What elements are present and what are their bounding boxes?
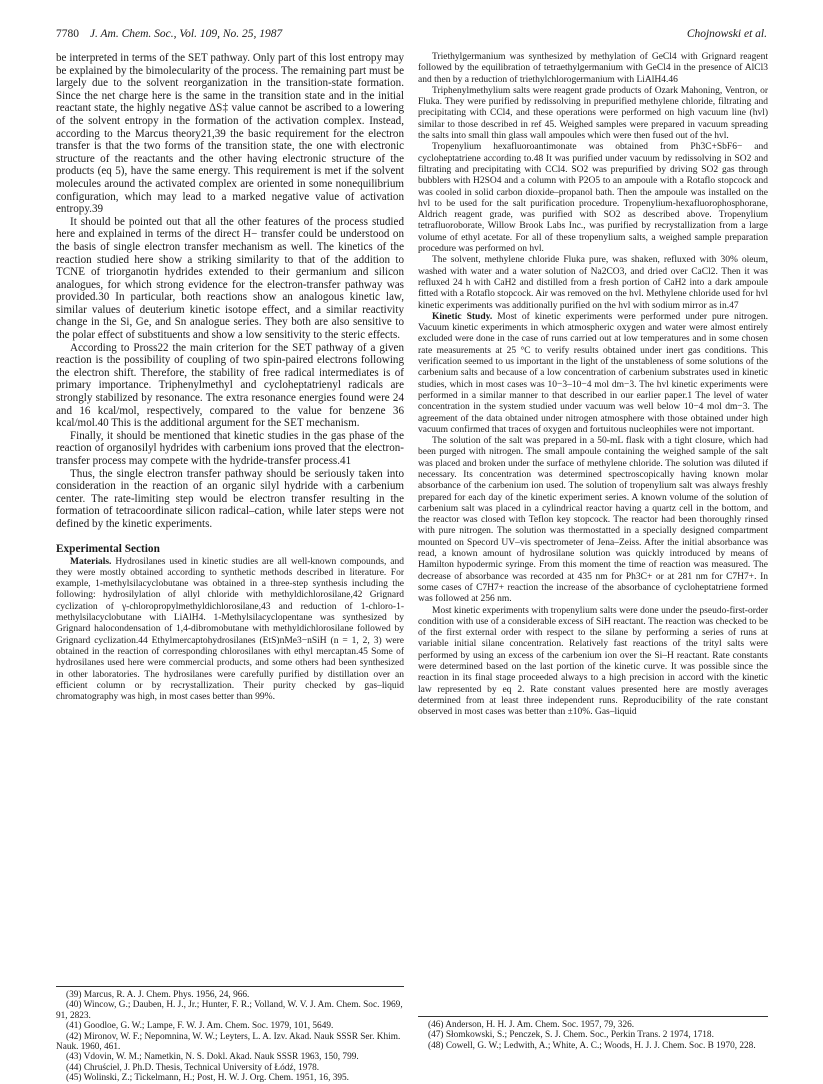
right-column bbox=[418, 52, 768, 719]
left-column bbox=[56, 52, 404, 703]
paragraph: According to Pross22 the main criterion for the SET pathway of a given reaction is the possibility of coupling of two spin-paired electrons following the electron shift. Therefore, the stability of free radical intermediates is of primary importance. Triphenylmethyl and cycloheptatrienyl radicals are strongly stabilized by resonance. The extra resonance energies found were 24 and 16 kcal/mol, respectively, compared to the value for benzene 36 kcal/mol.40 This is the additional argument for the SET mechanism. bbox=[56, 341, 404, 430]
reference: (44) Chruściel, J. Ph.D. Thesis, Technical University of Łódź, 1978. bbox=[66, 1062, 320, 1073]
reference: (45) Wolinski, Z.; Tickelmann, H.; Post, H. W. J. Org. Chem. 1951, 16, 395. bbox=[66, 1073, 349, 1084]
subsection-heading: Materials. bbox=[70, 556, 112, 567]
paragraph: Thus, the single electron transfer pathway should be seriously taken into consideration in the reaction of an organic silyl hydride with a carbenium center. The rate-limiting step would be electron transfer resulting in the formation of tetracoordinate silicon radical–cation, while later steps were not defined by the kinetic experiments. bbox=[56, 467, 404, 530]
footnotes-left bbox=[56, 978, 404, 1084]
paragraph-text: Most of kinetic experiments were performed under pure nitrogen. Vacuum kinetic experiments in which atmospheric oxygen and water were almost entirely excluded were done in the case of runs carried out at low temperatures and in some chosen rate measurements at 25 °C to verify results obtained under inert gas conditions. This verification seemed to us important in the light of the unstableness of some solutions of the carbenium salts and because of a low concentration of carbenium substrates used in kinetic studies, which in most cases was 10−3–10−4 mol dm−3. The hvl kinetic experiments were performed in a similar manner to that described in our earlier paper.1 The level of water concentration in the system studied under vacuum was well below 10−4 mol dm−3. The agreement of the data obtained under nitrogen atmosphere with those obtained under high vacuum confirmed that traces of oxygen and fortuitous nucleophiles were not important. bbox=[418, 311, 768, 435]
paragraph: Triethylgermanium was synthesized by methylation of GeCl4 with Grignard reagent followed by the equilibration of tetraethylgermanium with GeCl4 in the presence of AlCl3 and then by a reduction of triethylchlorogermanium with LiAlH4.46 bbox=[418, 52, 768, 85]
footnote-rule bbox=[56, 986, 404, 987]
reference: (47) Słomkowski, S.; Penczek, S. J. Chem. Soc., Perkin Trans. 2 1974, 1718. bbox=[428, 1030, 714, 1041]
page-number: 7780 bbox=[56, 28, 79, 40]
reference: (48) Cowell, G. W.; Ledwith, A.; White, A. C.; Woods, H. J. J. Chem. Soc. B 1970, 228. bbox=[428, 1040, 756, 1051]
reference-list bbox=[418, 1020, 768, 1051]
reference-list bbox=[56, 990, 404, 1084]
reference: (41) Goodloe, G. W.; Lampe, F. W. J. Am. Chem. Soc. 1979, 101, 5649. bbox=[66, 1021, 334, 1032]
paragraph: Finally, it should be mentioned that kinetic studies in the gas phase of the reaction of organosilyl hydrides with carbenium ions proved that the electron-transfer process may compete with the hydride-transfer process.41 bbox=[56, 429, 404, 467]
footnotes-right bbox=[418, 1008, 768, 1051]
reference: (42) Mironov, W. F.; Nepomnina, W. W.; Leyters, L. A. Izv. Akad. Nauk SSSR Ser. Khim. Nauk. 1960, 461. bbox=[56, 1031, 401, 1053]
paragraph: Tropenylium hexafluoroantimonate was obtained from Ph3C+SbF6− and cycloheptatriene according to.48 It was purified under vacuum by redissolving in SO2 and filtrating and precipitating with CCl4. SO2 was prepurified by driving SO2 gas through bubblers with H2SO4 and a column with P2O5 to an ampoule with a Rotaflo stopcock and was cooled in solid carbon dioxide–propanol bath. Then the ampoule was installed on the hvl to be used for the salt purification procedure. Tropenylium-hexafluorophosphorane, Aldrich reagent grade, was purified with SO2 as described above. Tropenylium tetrafluoroborate, Willow Brook Labs Inc., was purified by recrystallization from a large volume of ethyl acetate. For all of these tropenylium salts, a weighed sample preparation procedure was performed on hvl. bbox=[418, 142, 768, 255]
paragraph: be interpreted in terms of the SET pathway. Only part of this lost entropy may be explained by the bimolecularity of the process. The remaining part must be largely due to the solvent reorganization in the transition-state formation. Since the net charge here is the same in the transition state and in the initial reactant state, the highly negative ΔS‡ value cannot be ascribed to a lowering of the solvent entropy in the formation of the activation complex. Instead, according to the Marcus theory21,39 the basic requirement for the electron transfer is that the two forms of the transition state, the one with electronic structure of the reactants and the other having electronic structure of the products (eq 5), have the same energy. This requirement is met if the solvent molecules around the activated complex are oriented in some nonequilibrium configuration, which may lead to a marked negative value of activation entropy.39 bbox=[56, 52, 404, 216]
section-title: Experimental Section bbox=[56, 542, 160, 555]
paragraph: The solvent, methylene chloride Fluka pure, was shaken, refluxed with 30% oleum, washed with water and a water solution of Na2CO3, and dried over CaCl2. Then it was refluxed 24 h with CaH2 and distilled from a fresh portion of CaH2 into a dark ampoule fitted with a Rotaflo stopcock. Air was removed on the hvl. Methylene chloride used for hvl kinetic experiments was additionally purified on the hvl with sodium mirror as in.47 bbox=[418, 255, 768, 311]
paragraph: Triphenylmethylium salts were reagent grade products of Ozark Mahoning, Ventron, or Fluka. They were purified by redissolving in prepurified methylene chloride, filtrating and precipitating with CCl4, and these operations were performed on high vacuum line (hvl) similar to those described in ref 45. Weighed samples were prepared in vacuum spreading the salts into small thin glass wall ampoules which were then fused out of the hvl. bbox=[418, 85, 768, 142]
reference: (39) Marcus, R. A. J. Chem. Phys. 1956, 24, 966. bbox=[66, 990, 250, 1000]
reference: (40) Wincow, G.; Dauben, H. J., Jr.; Hunter, F. R.; Volland, W. V. J. Am. Chem. Soc. 1969, 91, 2823. bbox=[56, 1000, 403, 1021]
paragraph bbox=[418, 312, 768, 436]
authors-running-head: Chojnowski et al. bbox=[686, 28, 767, 40]
paragraph: The solution of the salt was prepared in a 50-mL flask with a tight closure, which had been purged with nitrogen. The small ampoule containing the weighed sample of the salt was placed and broken under the surface of methylene chloride. The solution was diluted if necessary. Its concentration was determined spectroscopically having known molar absorbance of the carbenium ion used. The solution of tropenylium salt was always freshly prepared for each day of the kinetic experiment series. A known volume of the solution of carbenium salt was placed in a cylindrical reactor having a quartz cell in the bottom, and the reactor was closed with Teflon key stopcock. The reactor had been thoroughly rinsed with pure nitrogen. The solution was thermostatted in a specially designed compartment mounted on Specord UV–vis spectrometer of Jena–Zeiss. After the initial absorbance was read, a known amount of hydrosilane solution was quickly introduced by means of Hamilton hypodermic syringe. From this moment the time of reaction was measured. The decrease of absorbance was recorded at 435 nm for Ph3C+ or at 281 nm for C7H7+. In some cases of C7H7+ reaction the increase of the absorbance of cycloheptatriene formed was followed at 256 nm. bbox=[418, 436, 768, 605]
subsection-heading: Kinetic Study. bbox=[432, 311, 493, 322]
paragraph bbox=[56, 557, 404, 704]
reference: (43) Vdovin, W. M.; Nametkin, N. S. Dokl. Akad. Nauk SSSR 1963, 150, 799. bbox=[66, 1052, 359, 1063]
paragraph-text: Hydrosilanes used in kinetic studies are all well-known compounds, and they were mostly obtained according to synthetic methods described in literature. For example, 1-methylsilacyclobutane was obtained in a three-step synthesis including the following: hydrosilylation of allyl chloride with methyldichlorosilane,42 Grignard cyclization of γ-chloropropylmethyldichlorosilane,43 and reduction of 1-chloro-1-methylsilacyclobutane with LiAlH4. 1-Methylsilacyclopentane was synthesized by Grignard halocondensation of 1,4-dibromobutane with methyldichlorosilane followed by Grignard cyclization.44 Ethylmercaptohydrosilanes (EtS)nMe3−nSiH (n = 1, 2, 3) were obtained in the reaction of corresponding chlorosilanes with ethyl mercaptan.45 Some of hydrosilanes used here were commercial products, and some others had been synthesized in other laboratories. The hydrosilanes were carefully purified by distillation over an efficient column or by recrystallization. Their purity checked by gas–liquid chromatography was high, in most cases better than 99%. bbox=[56, 556, 404, 703]
journal-citation: J. Am. Chem. Soc., Vol. 109, No. 25, 1987 bbox=[89, 28, 283, 40]
paragraph: It should be pointed out that all the other features of the process studied here and explained in terms of the direct H− transfer could be understood on the basis of single electron transfer mechanism as well. The kinetics of the reaction studied here show a striking similarity to that of the addition to TCNE of triorganotin hydrides extended to their germanium and silicon analogues, for which strong evidence for the electron-transfer pathway was provided.30 In particular, both reactions show an analogous kinetic law, similar values of deuterium kinetic isotope effect, and a similar reactivity change in the Si, Ge, and Sn analogue series. They both are also sensitive to the polar effect of substituents and show a low sensitivity to the steric effects. bbox=[56, 215, 404, 342]
running-header bbox=[56, 28, 767, 44]
paragraph: Most kinetic experiments with tropenylium salts were done under the pseudo-first-order condition with use of a considerable excess of SiH reactant. The reaction was checked to be of the first external order with respect to the silane by performing a series of runs at variable initial silane concentration. Relatively fast reactions of the trityl salts were performed by using an excess of the carbenium ion over the Si–H reactant. Rate constants were determined based on the last portion of the kinetic curve. It was possible since the reaction in its final stage proceeded always to a high precision in accord with the kinetic law represented by eq 2. Rate constant values presented here are mostly averages determined from at least three independent runs. Reproducibility of the rate constant observed in most cases was better than ±10%. Gas–liquid bbox=[418, 605, 768, 718]
reference: (46) Anderson, H. H. J. Am. Chem. Soc. 1957, 79, 326. bbox=[428, 1020, 635, 1030]
footnote-rule bbox=[418, 1016, 768, 1017]
